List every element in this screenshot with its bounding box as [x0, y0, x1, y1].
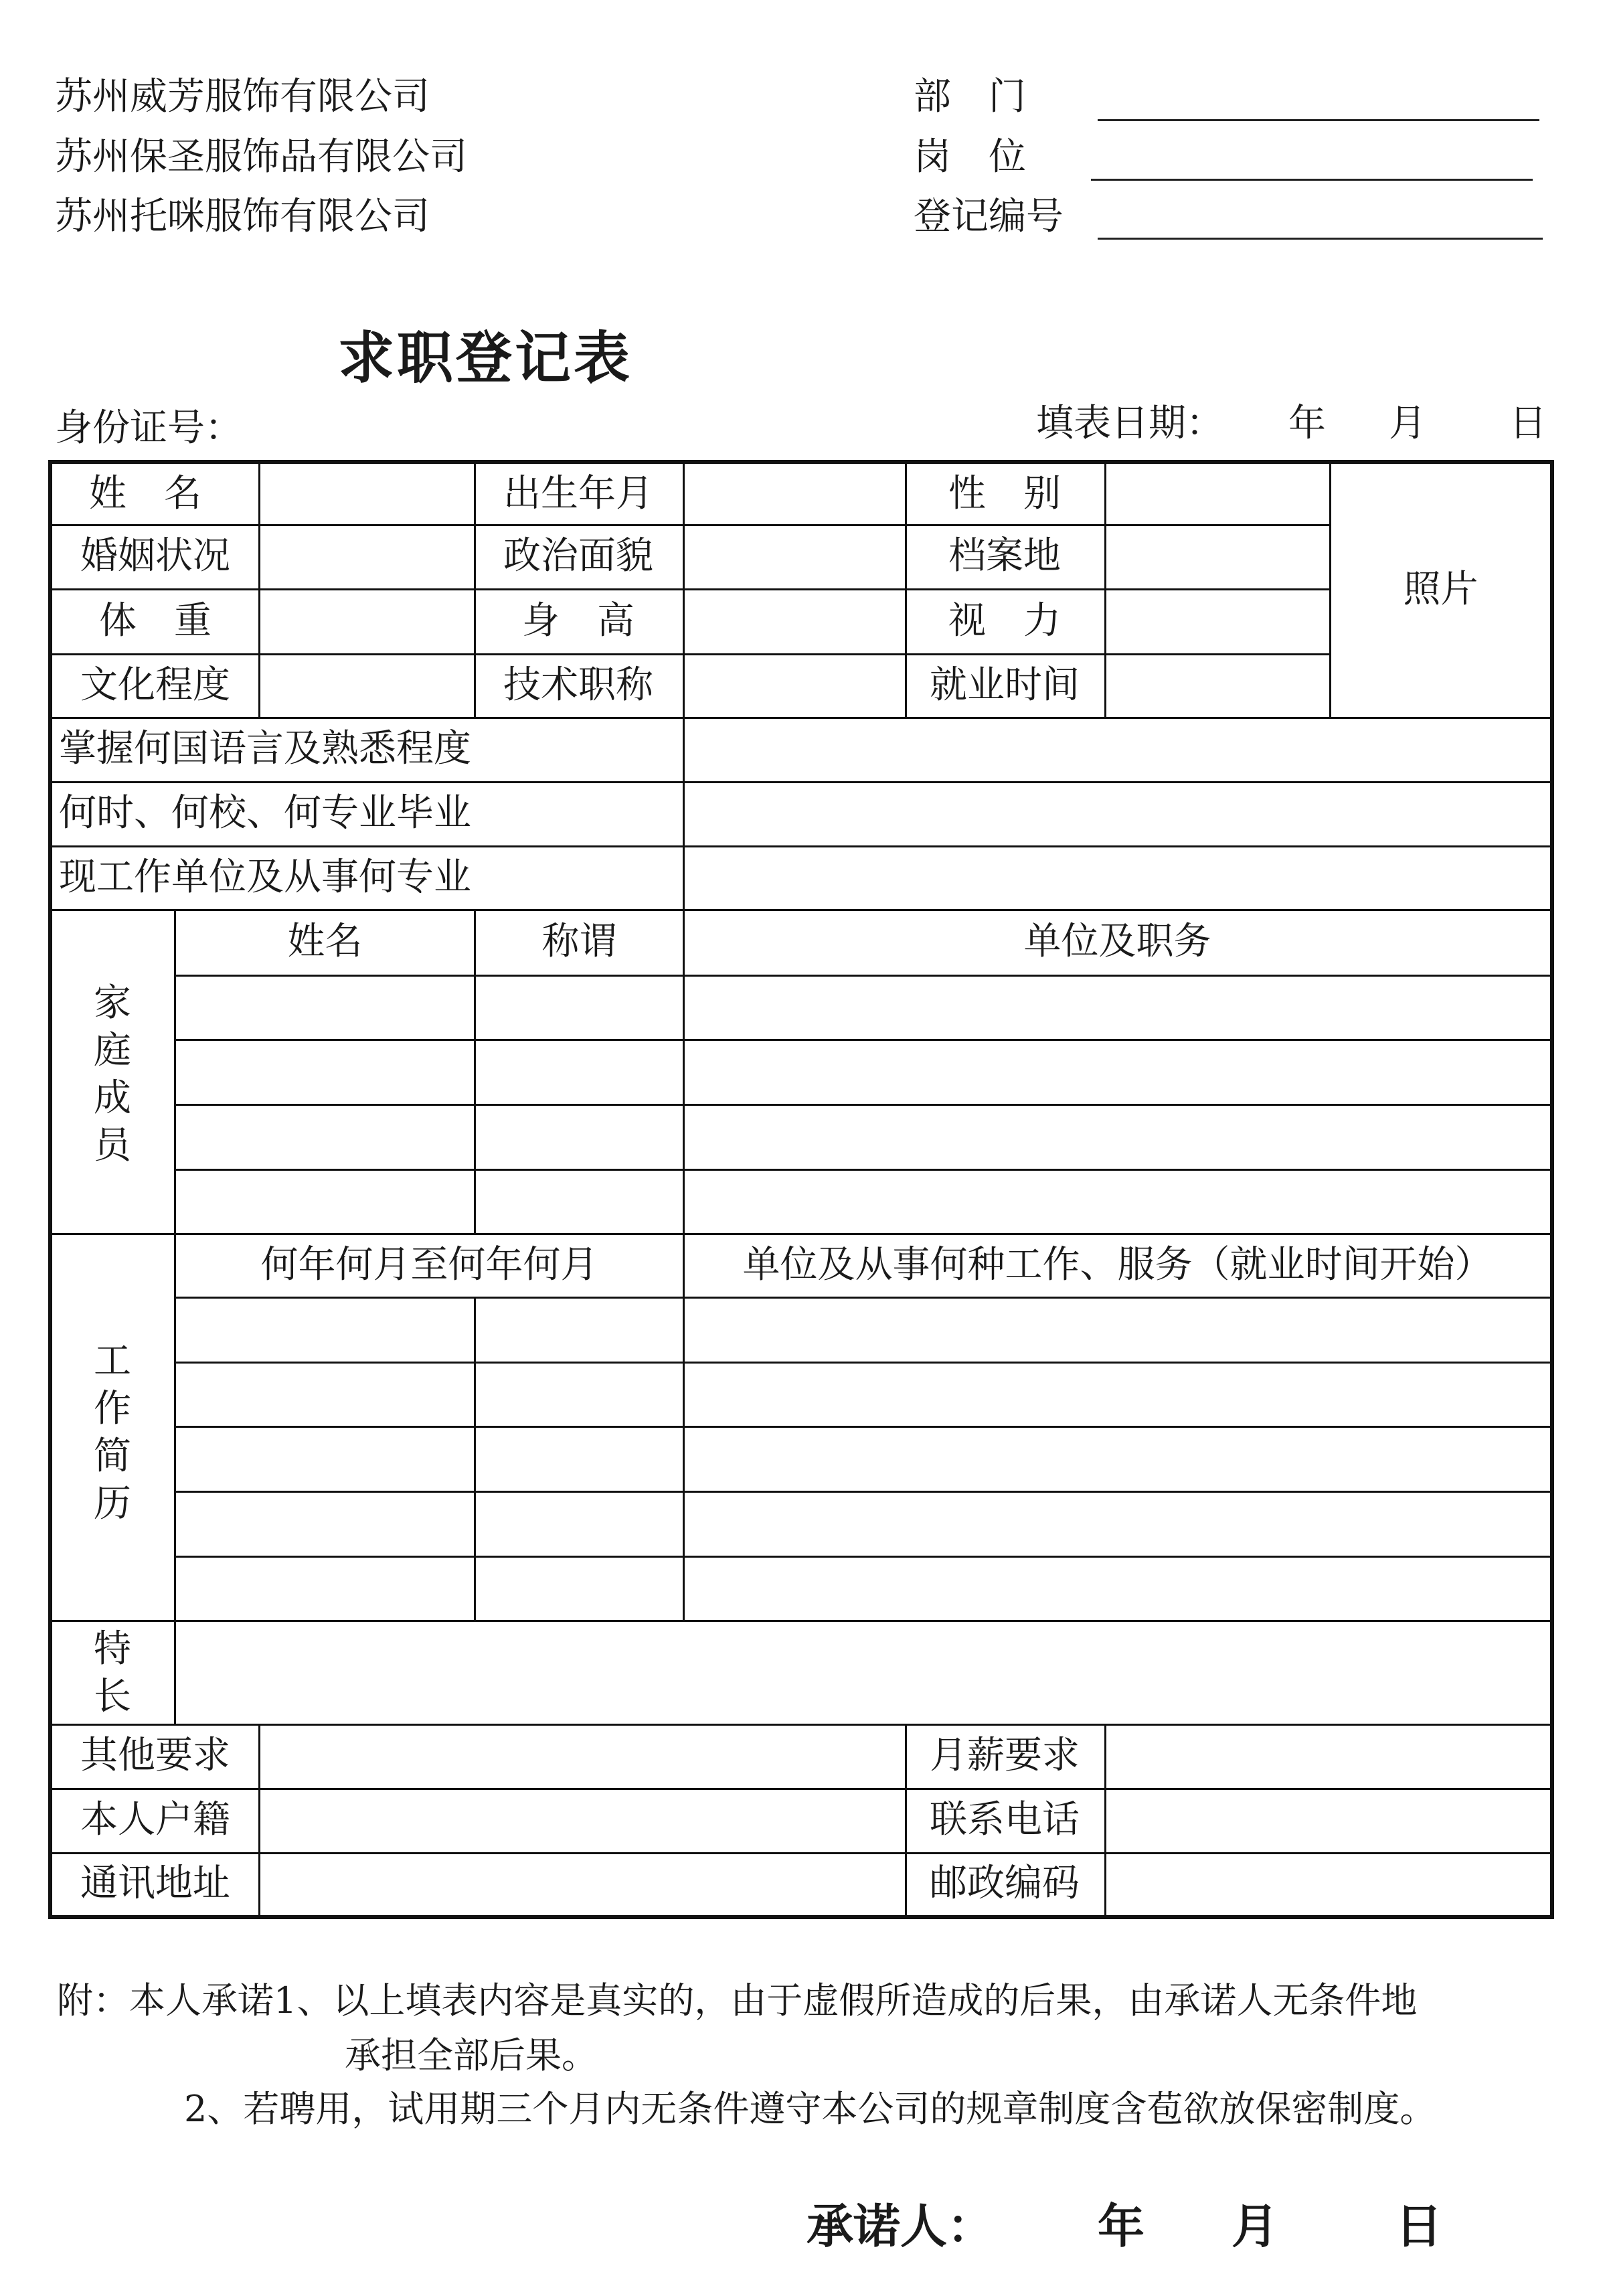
- current-work-label: 现工作单位及从事何专业: [59, 855, 471, 899]
- commitment-note-2: 2、若聘用，试用期三个月内无条件遵守本公司的规章制度含苞欲放保密制度。: [184, 2088, 1436, 2130]
- employment-time-label: 就业时间: [930, 663, 1080, 707]
- company-2: 苏州保圣服饰品有限公司: [55, 135, 467, 179]
- height-value-cell[interactable]: [683, 588, 905, 653]
- specialty-label: [92, 1625, 133, 1720]
- employment-time-value-cell[interactable]: [1104, 653, 1329, 717]
- graduation-label: 何时、何校、何专业毕业: [59, 791, 471, 835]
- vertical-label-char: 庭: [94, 1029, 131, 1072]
- department-field[interactable]: [1098, 119, 1539, 121]
- address-value-cell[interactable]: [260, 1852, 905, 1915]
- vision-label: 视 力: [948, 598, 1061, 643]
- vertical-label-char: 员: [94, 1124, 131, 1167]
- vision-value-cell[interactable]: [1104, 588, 1329, 653]
- hukou-label: 本人户籍: [80, 1798, 230, 1841]
- fill-date-month: 月: [1389, 402, 1426, 445]
- vertical-label-char: 特: [94, 1627, 131, 1671]
- registration-number-field[interactable]: [1098, 238, 1543, 240]
- work-history-label: [92, 1337, 133, 1528]
- fill-date-label: 填表日期：: [1036, 402, 1223, 445]
- fill-date-year: 年: [1288, 402, 1326, 445]
- family-name-header: 姓名: [287, 920, 363, 963]
- company-3: 苏州托咪服饰有限公司: [55, 195, 430, 238]
- gender-value-cell[interactable]: [1104, 464, 1329, 524]
- position-label: 岗 位: [914, 135, 1026, 179]
- vertical-label-char: 简: [94, 1434, 131, 1478]
- education-value-cell[interactable]: [258, 653, 474, 717]
- other-requirements-label: 其他要求: [80, 1734, 230, 1777]
- language-value-cell[interactable]: [685, 717, 1550, 781]
- application-form-table: [48, 460, 1554, 1919]
- name-label: 姓 名: [89, 472, 201, 515]
- company-1: 苏州威芳服饰有限公司: [55, 75, 430, 118]
- political-status-value-cell[interactable]: [683, 524, 905, 588]
- vertical-label-char: 家: [94, 981, 131, 1025]
- birth-date-value-cell[interactable]: [683, 464, 905, 524]
- sign-day: 日: [1395, 2198, 1442, 2254]
- work-period-header: 何年何月至何年何月: [260, 1242, 598, 1287]
- hukou-value-cell[interactable]: [260, 1788, 905, 1852]
- weight-value-cell[interactable]: [258, 588, 474, 653]
- sign-year: 年: [1098, 2198, 1144, 2254]
- vertical-label-char: 成: [94, 1076, 131, 1120]
- name-value-cell[interactable]: [258, 464, 474, 524]
- political-status-label: 政治面貌: [503, 534, 653, 578]
- education-label: 文化程度: [80, 663, 230, 707]
- vertical-label-char: 作: [94, 1387, 131, 1430]
- height-label: 身 高: [522, 598, 634, 643]
- sign-month: 月: [1232, 2198, 1278, 2254]
- id-number-label: 身份证号：: [55, 406, 242, 450]
- registration-number-label: 登记编号: [914, 195, 1064, 238]
- salary-value-cell[interactable]: [1106, 1724, 1550, 1788]
- vertical-label-char: 工: [94, 1339, 131, 1383]
- fill-date-day: 日: [1509, 402, 1547, 445]
- vertical-label-char: 长: [94, 1675, 131, 1718]
- work-unit-header: 单位及从事何种工作、服务（就业时间开始）: [742, 1242, 1493, 1287]
- vertical-label-char: 历: [94, 1482, 131, 1526]
- commitment-note-1: 附：本人承诺1、以上填表内容是真实的，由于虚假所造成的后果，由承诺人无条件地: [57, 1979, 1418, 2022]
- gender-label: 性 别: [948, 472, 1061, 515]
- promiser-label: 承诺人：: [807, 2198, 994, 2254]
- department-label: 部 门: [914, 75, 1026, 118]
- graduation-value-cell[interactable]: [685, 781, 1550, 845]
- family-relation-header: 称谓: [541, 920, 617, 963]
- technical-title-label: 技术职称: [503, 663, 653, 707]
- current-work-value-cell[interactable]: [685, 845, 1550, 909]
- specialty-value-cell[interactable]: [176, 1620, 1550, 1724]
- birth-date-label: 出生年月: [503, 472, 653, 515]
- family-unit-header: 单位及职务: [1023, 920, 1211, 963]
- phone-value-cell[interactable]: [1106, 1788, 1550, 1852]
- commitment-note-1-continued: 承担全部后果。: [345, 2034, 598, 2076]
- postcode-value-cell[interactable]: [1106, 1852, 1550, 1915]
- technical-title-value-cell[interactable]: [683, 653, 905, 717]
- family-members-label: [92, 979, 133, 1169]
- marital-status-label: 婚姻状况: [80, 534, 230, 578]
- form-title: 求职登记表: [338, 325, 633, 391]
- address-label: 通讯地址: [80, 1862, 230, 1905]
- phone-label: 联系电话: [930, 1798, 1080, 1841]
- postcode-label: 邮政编码: [930, 1862, 1080, 1905]
- marital-status-value-cell[interactable]: [258, 524, 474, 588]
- archive-location-label: 档案地: [948, 534, 1061, 578]
- language-label: 掌握何国语言及熟悉程度: [59, 727, 471, 770]
- photo-label: 照片: [1403, 568, 1478, 611]
- position-field[interactable]: [1091, 179, 1533, 181]
- other-requirements-value-cell[interactable]: [260, 1724, 905, 1788]
- archive-location-value-cell[interactable]: [1104, 524, 1329, 588]
- photo-area[interactable]: [1331, 464, 1550, 717]
- weight-label: 体 重: [99, 598, 211, 643]
- salary-label: 月薪要求: [930, 1734, 1080, 1777]
